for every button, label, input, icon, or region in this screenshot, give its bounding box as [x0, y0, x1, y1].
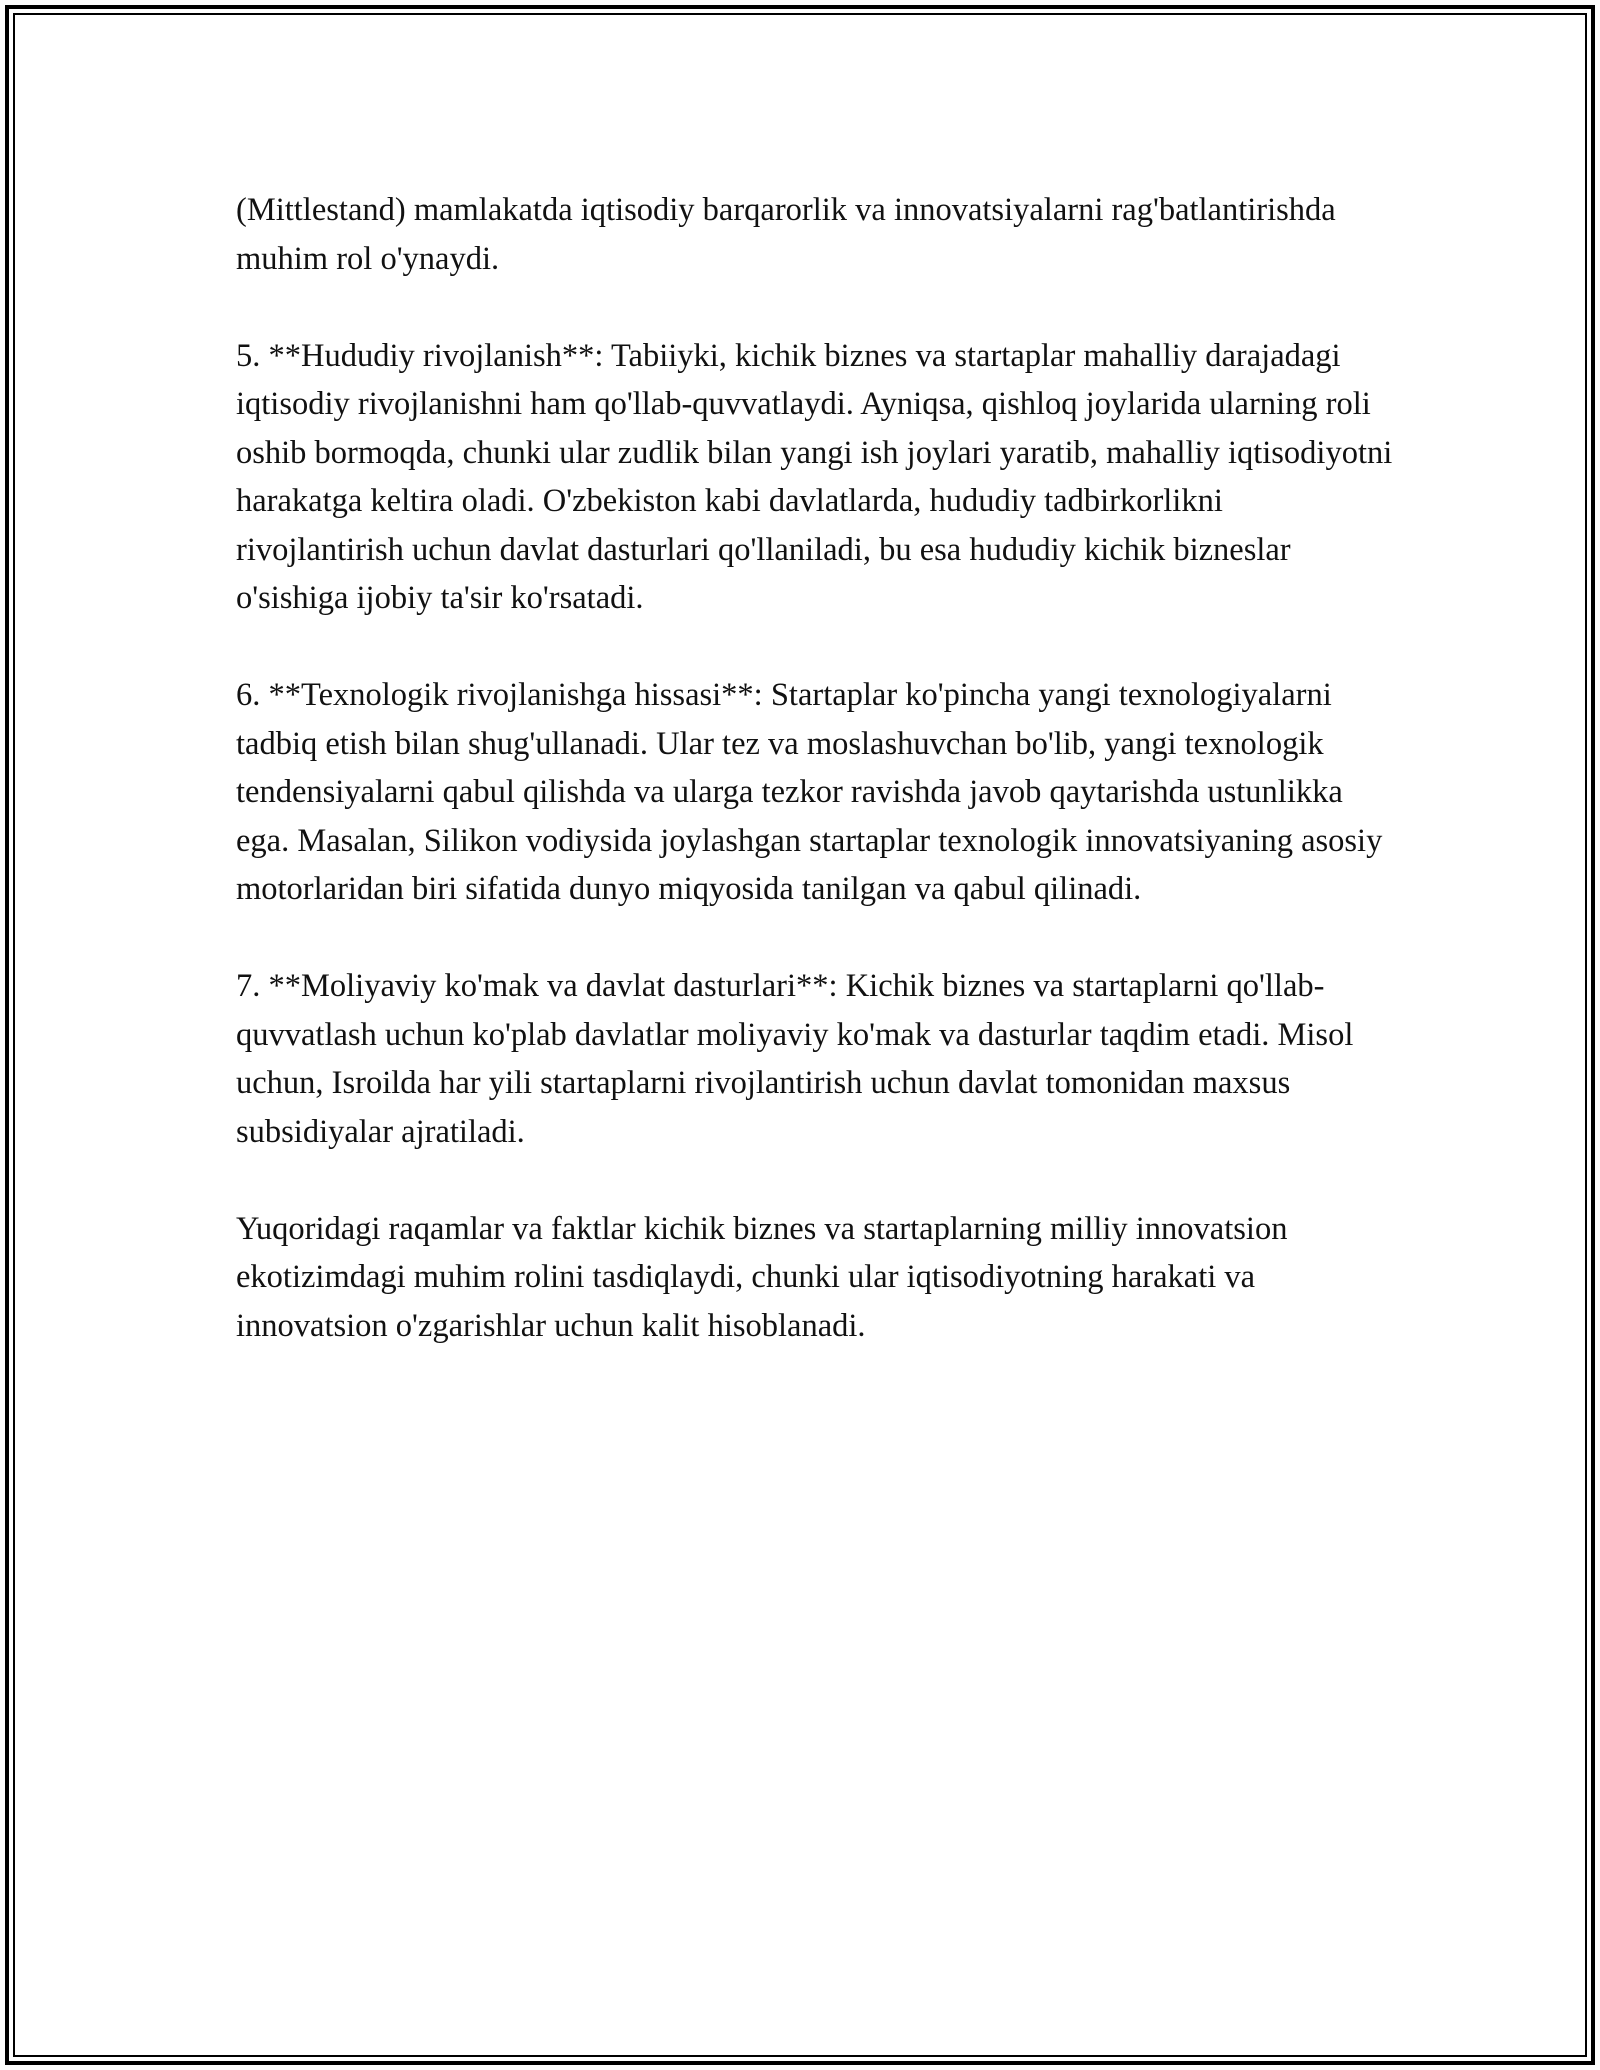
paragraph-conclusion: Yuqoridagi raqamlar va faktlar kichik biznes va startaplarning milliy innovatsion ekotizimdagi muhim rolini tasdiqlaydi, chunki ular iqtisodiyotning harakati va innovatsion o'zgarishlar uchun kalit hisoblanadi.	[236, 1210, 1288, 1344]
paragraph-item-6: 6. **Texnologik rivojlanishga hissasi**: Startaplar ko'pincha yangi texnologiyalarni tadbiq etish bilan shug'ullanadi. Ular tez va moslashuvchan bo'lib, yangi texnologik tendensiyalarni qabul qilishda va ularga tezkor ravishda javob qaytarishda ustunlikka ega. Masalan, Silikon vodiysida joylashgan startaplar texnologik innovatsiyaning asosiy motorlaridan biri sifatida dunyo miqyosida tanilgan va qabul qilinadi.	[236, 677, 1383, 907]
document-body	[236, 186, 1396, 1350]
paragraph-item-5: 5. **Hududiy rivojlanish**: Tabiiyki, kichik biznes va startaplar mahalliy darajadagi iqtisodiy rivojlanishni ham qo'llab-quvvatlaydi. Ayniqsa, qishloq joylarida ularning roli oshib bormoqda, chunki ular zudlik bilan yangi ish joylari yaratib, mahalliy iqtisodiyotni harakatga keltira oladi. O'zbekiston kabi davlatlarda, hududiy tadbirkorlikni rivojlantirish uchun davlat dasturlari qo'llaniladi, bu esa hududiy kichik bizneslar o'sishiga ijobiy ta'sir ko'rsatadi.	[236, 337, 1393, 616]
paragraph-continuation: (Mittlestand) mamlakatda iqtisodiy barqarorlik va innovatsiyalarni rag'batlantirishda muhim rol o'ynaydi.	[236, 192, 1336, 277]
paragraph-item-7: 7. **Moliyaviy ko'mak va davlat dasturlari**: Kichik biznes va startaplarni qo'llab-quvvatlash uchun ko'plab davlatlar moliyaviy ko'mak va dasturlar taqdim etadi. Misol uchun, Isroilda har yili startaplarni rivojlantirish uchun davlat tomonidan maxsus subsidiyalar ajratiladi.	[236, 968, 1354, 1150]
